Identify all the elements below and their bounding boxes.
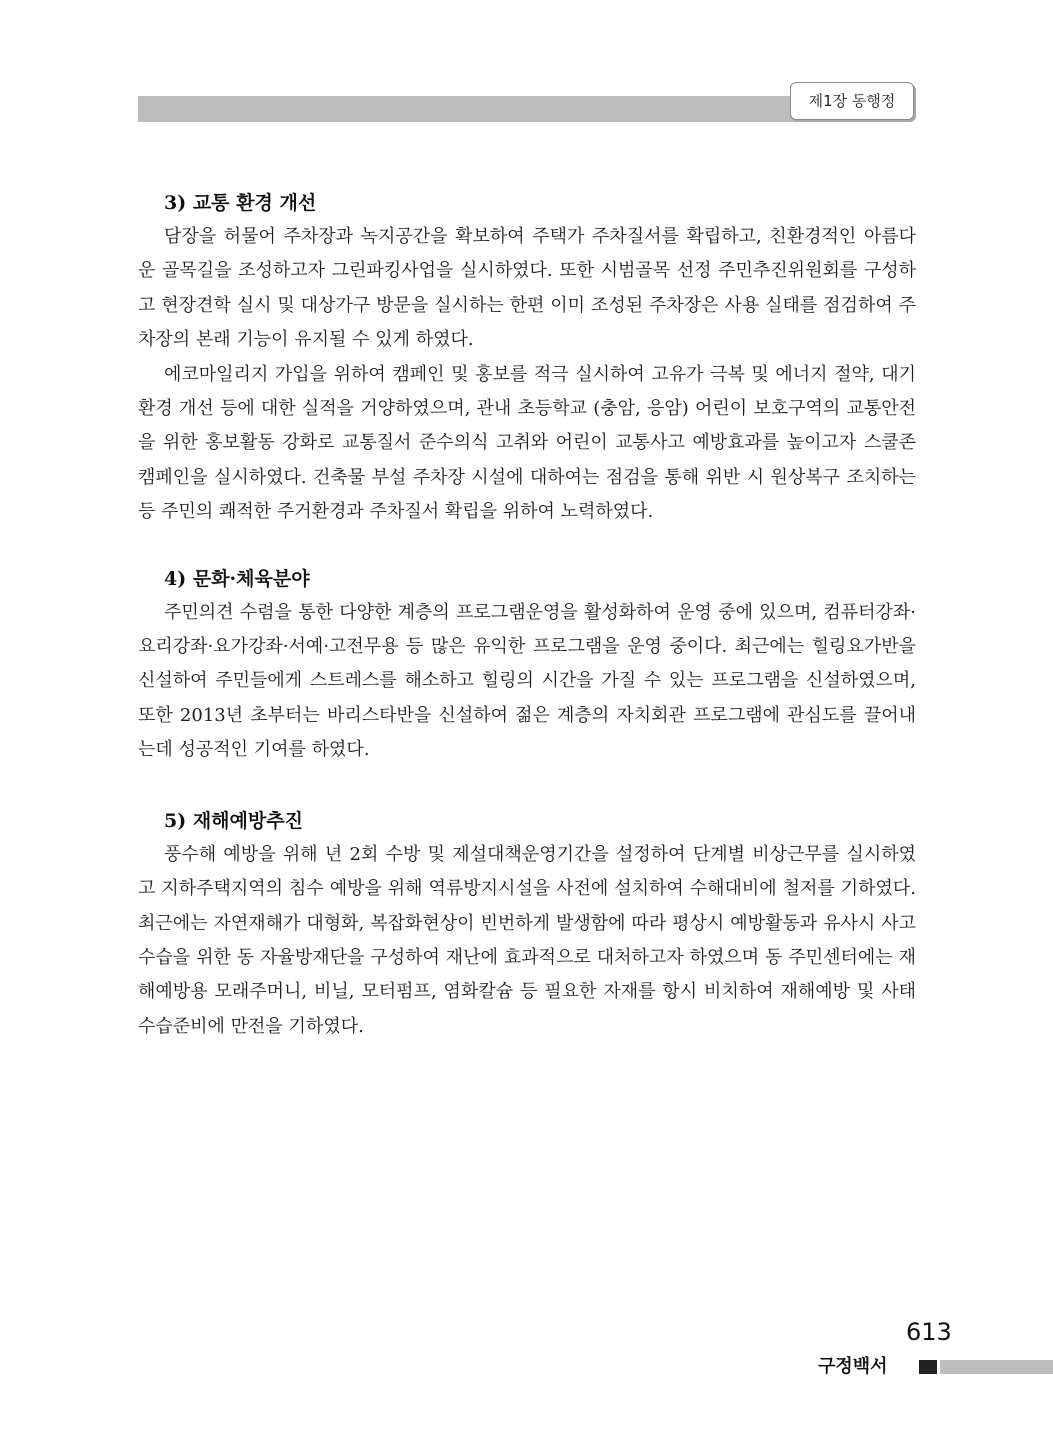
paragraph: 에코마일리지 가입을 위하여 캠페인 및 홍보를 적극 실시하여 고유가 극복 및 에너지 절약, 대기환경 개선 등에 대한 실적을 거양하였으며, 관내 초등학교 (충암, 응암) 어린이 보호구역의 교통안전을 위한 홍보활동 강화로 교통질서 준수의식 고취와 어린이 교통사고 예방효과를 높이고자 스쿨존 캠페인을 실시하였다. 건축물 부설 주차장 시설에 대하여는 점검을 통해 위반 시 원상복구 조치하는 등 주민의 쾌적한 주거환경과 주차질서 확립을 위하여 노력하였다.: [138, 363, 916, 523]
chapter-tab: 제1장 동행정: [790, 82, 914, 120]
section-heading: 3) 교통 환경 개선: [164, 192, 317, 214]
paragraph: 풍수해 예방을 위해 년 2회 수방 및 제설대책운영기간을 설정하여 단계별 비상근무를 실시하였고 지하주택지역의 침수 예방을 위해 역류방지시설을 사전에 설치하여 수해대비에 철저를 기하였다. 최근에는 자연재해가 대형화, 복잡화현상이 빈번하게 발생함에 따라 평상시 예방활동과 유사시 사고수습을 위한 동 자율방재단을 구성하여 재난에 효과적으로 대처하고자 하였으며 동 주민센터에는 재해예방용 모래주머니, 비닐, 모터펌프, 염화칼슘 등 필요한 자재를 항시 비치하여 재해예방 및 사태수습준비에 만전을 기하였다.: [138, 843, 916, 1037]
section-heading: 5) 재해예방추진: [164, 809, 303, 832]
footer-marker: [919, 1360, 937, 1374]
paragraph: 주민의견 수렴을 통한 다양한 계층의 프로그램운영을 활성화하여 운영 중에 있으며, 컴퓨터강좌·요리강좌·요가강좌·서예·고전무용 등 많은 유익한 프로그램을 운영 중이다. 최근에는 힐링요가반을 신설하여 주민들에게 스트레스를 해소하고 힐링의 시간을 가질 수 있는 프로그램을 신설하였으며, 또한 2013년 초부터는 바리스타반을 신설하여 젊은 계층의 자치회관 프로그램에 관심도를 끌어내는데 성공적인 기여를 하였다.: [138, 601, 916, 761]
book-title: 구정백서: [818, 1356, 888, 1377]
page-number: 613: [906, 1318, 952, 1346]
page-content: [138, 186, 916, 1044]
section-heading: 4) 문화·체육분야: [164, 567, 310, 590]
paragraph: 담장을 허물어 주차장과 녹지공간을 확보하여 주택가 주차질서를 확립하고, 친환경적인 아름다운 골목길을 조성하고자 그린파킹사업을 실시하였다. 또한 시범골목 선정 주민추진위원회를 구성하고 현장견학 실시 및 대상가구 방문을 실시하는 한편 이미 조성된 주차장은 사용 실태를 점검하여 주차장의 본래 기능이 유지될 수 있게 하였다.: [138, 226, 916, 351]
footer-bar: [940, 1360, 1053, 1374]
